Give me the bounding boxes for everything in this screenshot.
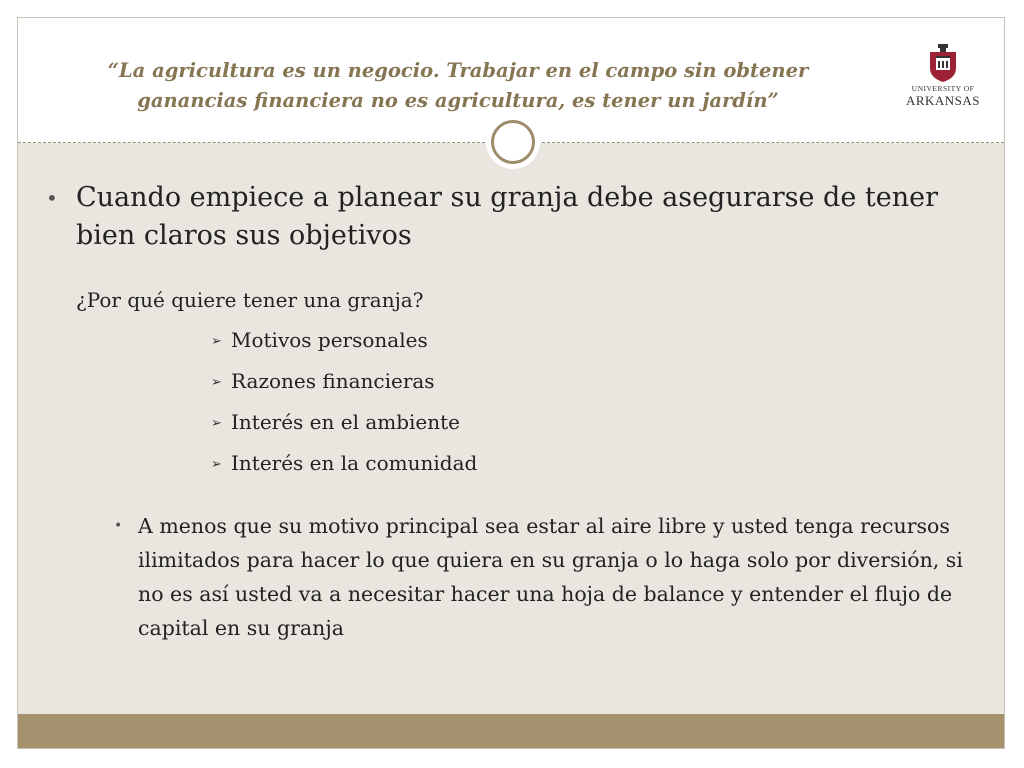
arrow-bullet-icon: ➢ [211, 375, 222, 390]
question-text: ¿Por qué quiere tener una granja? [76, 288, 424, 312]
arrow-bullet-icon: ➢ [211, 457, 222, 472]
footer-band [18, 714, 1004, 748]
university-logo [898, 44, 988, 114]
quote-line-1: “La agricultura es un negocio. Trabajar en el campo sin obtener [107, 59, 809, 82]
circle-ornament [486, 115, 540, 169]
slide [17, 17, 1005, 749]
arrow-bullet-icon: ➢ [211, 416, 222, 431]
sub-item [211, 326, 711, 356]
arrow-bullet-icon: ➢ [211, 334, 222, 349]
bullet-dot-icon: • [46, 186, 58, 210]
sub-item [211, 408, 711, 438]
sub-item-label: Interés en el ambiente [231, 410, 461, 434]
sub-item-label: Razones financieras [231, 369, 435, 393]
sub-item [211, 449, 711, 479]
logo-text-arkansas: ARKANSAS [905, 93, 981, 108]
circle-ornament-ring [491, 120, 535, 164]
bullet-dot-icon: • [114, 518, 123, 534]
logo-text-university: UNIVERSITY OF [911, 84, 975, 93]
secondary-bullet-text: A menos que su motivo principal sea estar al aire libre y usted tenga recursos ilimitados para hacer lo que quiera en su granja o lo haga solo por diversión, si no es así usted va a necesitar hacer una hoja de balance y entender el flujo de capital en su granja [138, 514, 963, 640]
quote-line-2: ganancias financiera no es agricultura, es tener un jardín” [137, 89, 779, 112]
sub-item [211, 367, 711, 397]
sub-item-label: Interés en la comunidad [231, 451, 478, 475]
sub-item-label: Motivos personales [231, 328, 428, 352]
main-bullet-text: Cuando empiece a planear su granja debe asegurarse de tener bien claros sus objetivos [76, 182, 939, 251]
university-crest-icon [927, 44, 959, 82]
slide-title-quote [18, 56, 898, 116]
